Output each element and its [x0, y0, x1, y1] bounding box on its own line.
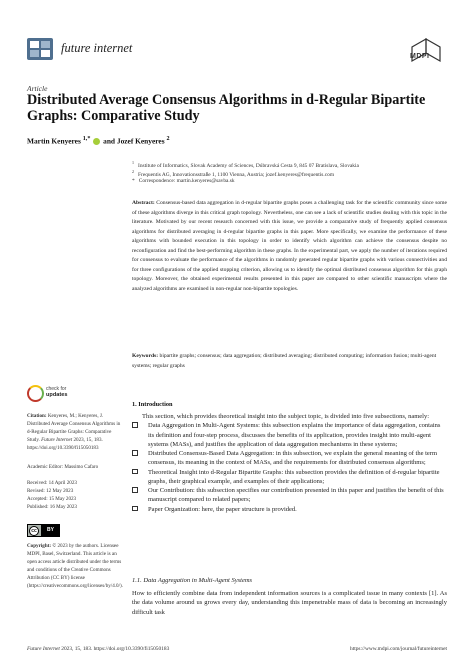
- list-item: Our Contribution: this subsection specifies our contribution presented in this paper and justifies the benefit of this manuscript compared to related papers;: [132, 486, 447, 505]
- introduction-body: [132, 412, 447, 514]
- affiliation-2: $^2$ Frequentis AG, Innovationsstraße 1, 1100 Vienna, Austria; jozef.kenyeres@frequentis.com: [132, 169, 335, 178]
- footer-journal: Future Internet: [27, 646, 60, 652]
- citation-text: Kenyeres, M.; Kenyeres, J. Distributed Average Consensus Algorithms in d-Regular Bipartite Graphs: Comparative Study.: [27, 413, 121, 444]
- list-item: Theoretical Insight into d-Regular Bipartite Graphs: this subsection provides the definition of d-regular bipartite graphs, their graphical example, and examples of their applications;: [132, 468, 447, 487]
- article-type: Article: [27, 84, 48, 93]
- citation-doi[interactable]: 2023, 15, 183. https://doi.org/10.3390/fi15050183: [27, 437, 103, 452]
- bullet-box-icon: [132, 469, 138, 475]
- date-received: Received: 14 April 2023: [27, 480, 77, 486]
- article-title: Distributed Average Consensus Algorithms in d-Regular Bipartite Graphs: Comparative Study: [27, 92, 426, 124]
- abstract: [132, 199, 447, 294]
- author-2-affiliation: 2: [166, 136, 170, 142]
- citation-journal: Future Internet: [41, 437, 73, 444]
- affiliation-1: $^1$ Institute of Informatics, Slovak Academy of Sciences, Dúbravská Cesta 9, 845 07 Bratislava, Slovakia: [132, 160, 359, 169]
- updates-label: updates: [46, 392, 68, 398]
- keywords: [132, 352, 447, 371]
- subsection-paragraph: How to efficiently combine data from independent information sources is a complicated issue in many contexts [1]. As the data volume around us grows every day, understanding this impenetrable mass of data is becoming an increasingly difficult task: [132, 590, 447, 616]
- list-item: Data Aggregation in Multi-Agent Systems: this subsection explains the importance of data aggregation, contains its definition and four-step process, discusses the benefits of its application, provides insight into multi-agent systems (MASs), and justifies the application of data aggregation mechanisms in these systems;: [132, 421, 447, 449]
- bullet-box-icon: [132, 487, 138, 493]
- academic-editor: Academic Editor: Massimo Cafaro: [27, 464, 99, 470]
- date-revised: Revised: 12 May 2023: [27, 488, 74, 494]
- correspondence: * Correspondence: martin.kenyeres@savba.sk: [132, 178, 235, 184]
- keywords-text: bipartite graphs; consensus; data aggregation; distributed averaging; distributed computing; information fusion; multi-agent systems; regular graphs: [132, 353, 437, 369]
- author-1-affiliation: 1,*: [82, 136, 91, 142]
- cc-by-label: BY: [41, 525, 60, 536]
- cc-symbol: cc: [29, 526, 39, 536]
- list-item: Distributed Consensus-Based Data Aggregation: in this subsection, we explain the general meaning of the term consensus, its meaning in the context of MASs, and the requirements for distributed consensus algorithms;: [132, 449, 447, 468]
- footer-journal-url[interactable]: https://www.mdpi.com/journal/futureinternet: [350, 646, 447, 652]
- intro-lead: This section, which provides theoretical insight into the subject topic, is divided into five subsections, namely:: [142, 413, 430, 420]
- keywords-label: Keywords:: [132, 353, 159, 359]
- citation-label: Citation:: [27, 413, 47, 419]
- publisher-name: MDPI: [410, 53, 430, 60]
- date-published: Published: 16 May 2023: [27, 504, 77, 510]
- section-heading-introduction: 1. Introduction: [132, 401, 173, 408]
- date-accepted: Accepted: 15 May 2023: [27, 496, 77, 502]
- check-for-updates-badge[interactable]: [27, 385, 67, 407]
- journal-logo-icon: [27, 38, 53, 60]
- journal-name: future internet: [61, 41, 133, 55]
- author-list: [27, 136, 170, 145]
- abstract-label: Abstract:: [132, 200, 155, 206]
- bullet-box-icon: [132, 450, 138, 456]
- copyright-label: Copyright:: [27, 543, 52, 549]
- copyright-block: [27, 542, 125, 591]
- subsection-heading: 1.1. Data Aggregation in Multi-Agent Systems: [132, 577, 253, 584]
- updates-check-text: check for: [46, 386, 67, 392]
- citation-block: [27, 412, 125, 452]
- footer-citation: [27, 646, 169, 652]
- author-2[interactable]: and Jozef Kenyeres: [103, 136, 165, 146]
- footer-details[interactable]: 2023, 15, 183. https://doi.org/10.3390/fi15050183: [61, 646, 170, 652]
- bullet-box-icon: [132, 506, 138, 512]
- list-item: Paper Organization: here, the paper structure is provided.: [132, 505, 447, 514]
- bullet-box-icon: [132, 422, 138, 428]
- abstract-text: Consensus-based data aggregation in d-regular bipartite graphs poses a challenging task for the scientific community since some of these algorithms diverge in this critical graph topology. Nevertheless, one can see a lack of scientific studies dealing with this topic in the literature. Motivated by our recent research concerned with this issue, we provide a comparative study of frequently applied consensus algorithms for distributed averaging in d-regular bipartite graphs in this paper. More specifically, we examine the performance of these algorithms with bounded execution in this topology in order to identify which algorithm can achieve the consensus despite no reconfiguration and find the best-performing algorithm in these graphs. In the experimental part, we apply the number of iterations required for consensus to evaluate the performance of the algorithms in randomly generated regular bipartite graphs with various connectivities and for three configurations of the applied stopping criterion, allowing us to identify the optimal distributed consensus algorithm for this graph topology. Moreover, the obtained experimental results presented in this paper are compared to other scientific manuscripts where the analyzed algorithms are examined in non-regular non-bipartite topologies.: [132, 200, 447, 292]
- copyright-text: © 2023 by the authors. Licensee MDPI, Basel, Switzerland. This article is an open access article distributed under the terms and conditions of the Creative Commons Attribution (CC BY) license (https://creativecommons.org/licenses/by/4.0/).: [27, 543, 123, 590]
- cc-by-license-icon[interactable]: [27, 524, 60, 537]
- mdpi-logo-icon: [406, 37, 446, 67]
- orcid-icon[interactable]: [93, 138, 100, 145]
- updates-icon: [27, 385, 44, 402]
- author-1[interactable]: Martin Kenyeres: [27, 136, 81, 146]
